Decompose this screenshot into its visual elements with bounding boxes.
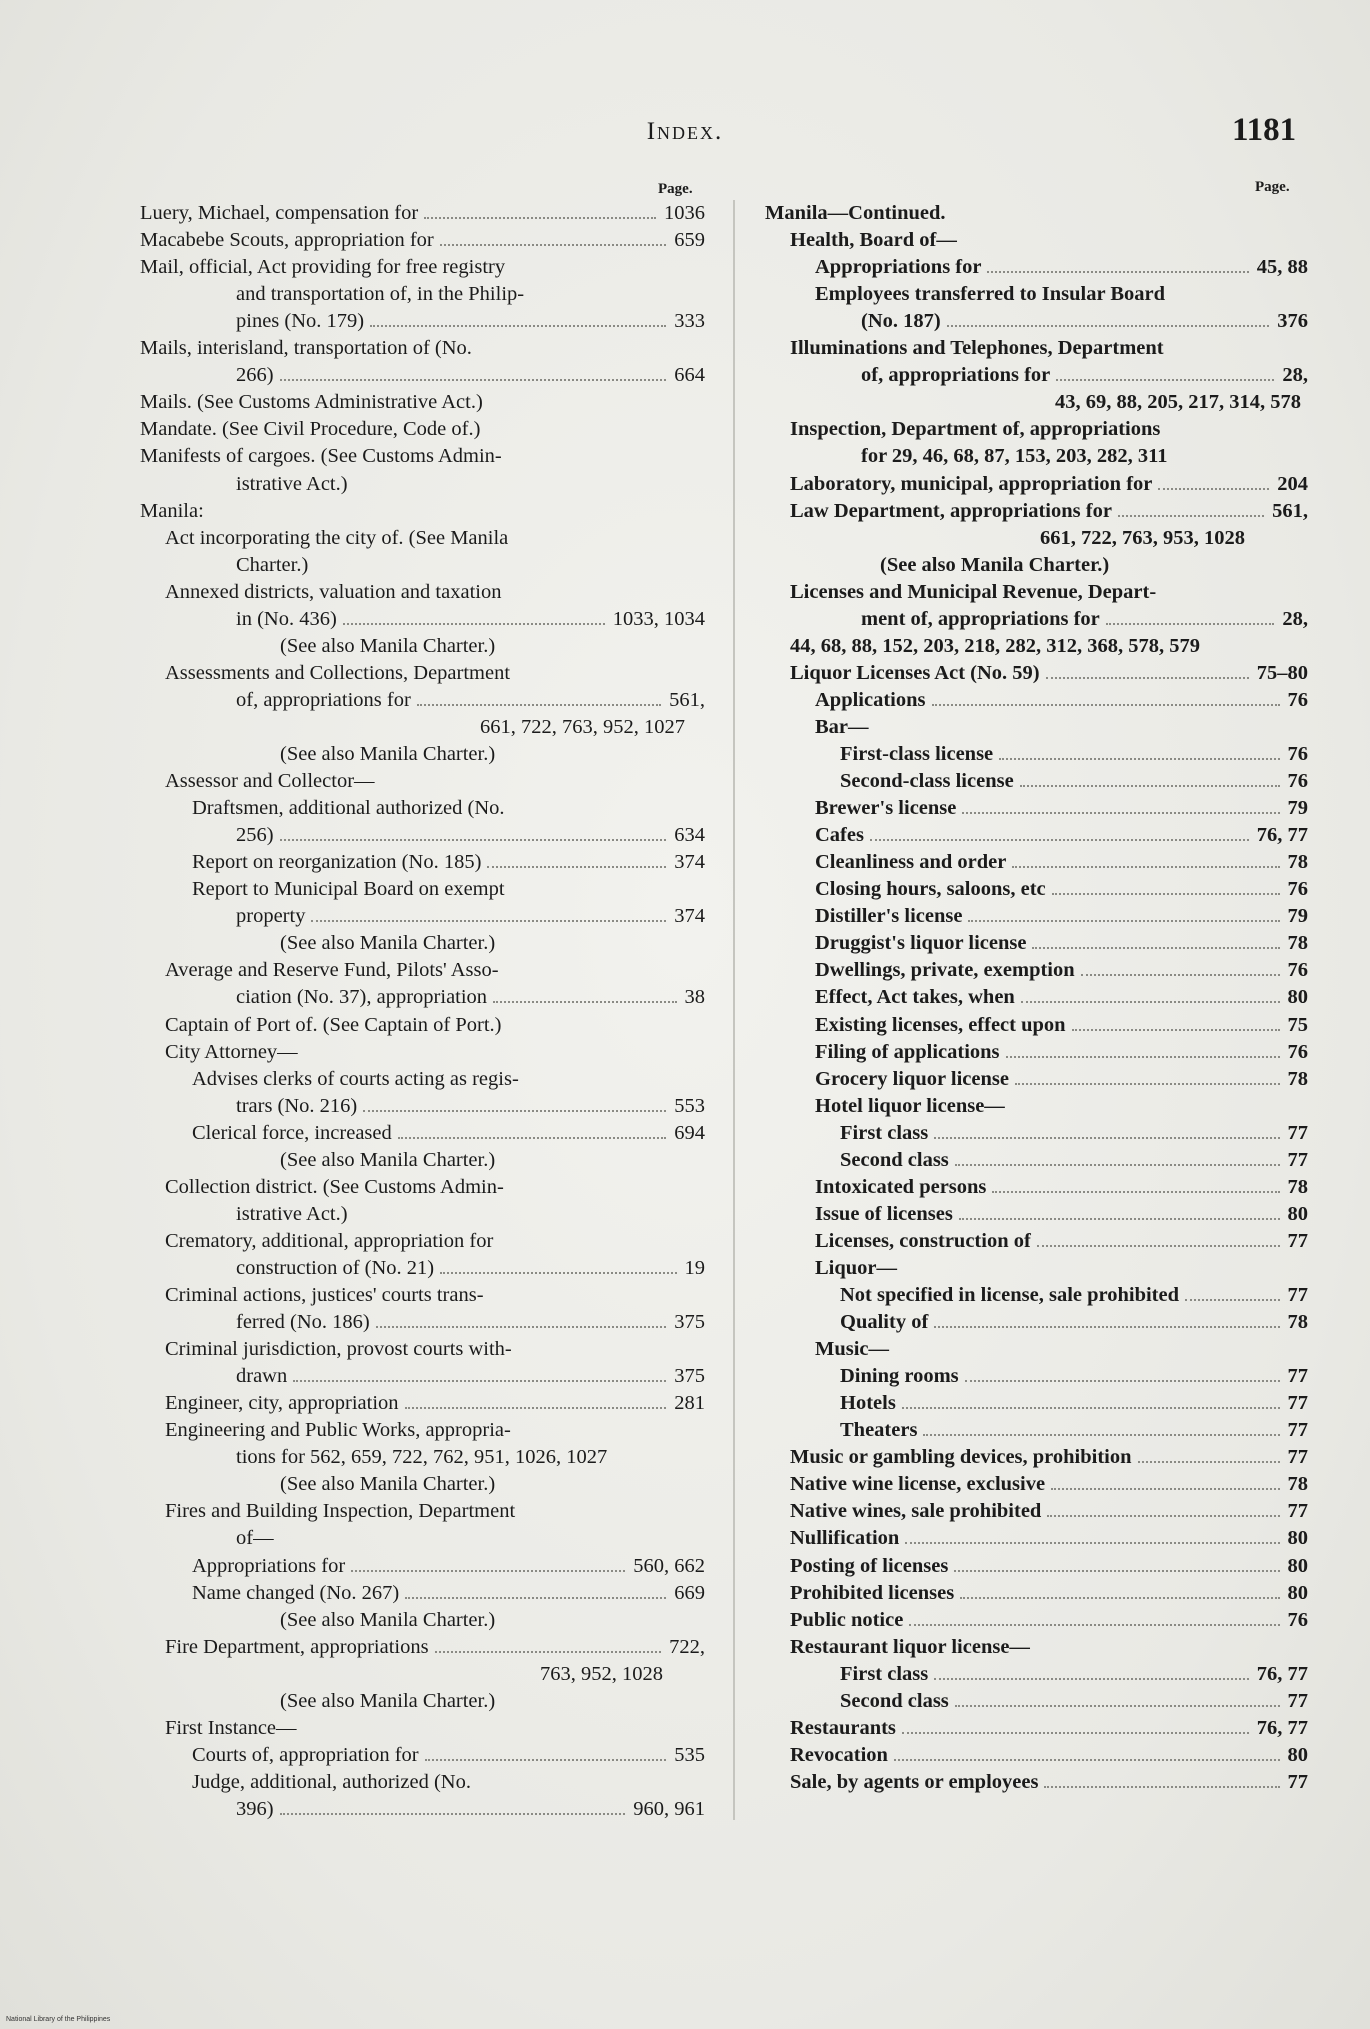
leader-dots <box>424 217 656 219</box>
leader-dots <box>932 704 1280 706</box>
leader-dots <box>902 1407 1280 1409</box>
index-page-ref: 78 <box>1287 851 1308 874</box>
index-page-ref: 75 <box>1287 1013 1308 1036</box>
index-page-ref: 560, 662 <box>633 1554 705 1577</box>
index-page-ref: 79 <box>1287 905 1308 928</box>
index-entry: Revocation <box>790 1743 888 1766</box>
index-entry: Distiller's license <box>815 905 963 928</box>
index-entry: Not specified in license, sale prohibited <box>840 1284 1180 1306</box>
index-entry: of, appropriations for <box>236 688 411 711</box>
index-entry: Second-class license <box>840 770 1014 793</box>
leader-dots <box>902 1732 1249 1734</box>
index-page-ref: 375 <box>674 1365 705 1388</box>
index-entry: Cleanliness and order <box>815 851 1007 874</box>
index-page-ref: 19 <box>684 1256 705 1279</box>
leader-dots <box>987 271 1249 273</box>
leader-dots <box>1118 515 1264 517</box>
index-page-ref: 561, <box>669 688 705 711</box>
index-entry: in (No. 436) <box>236 607 337 630</box>
leader-dots <box>1015 1083 1280 1085</box>
index-entry: Collection district. (See Customs Admin- <box>165 1175 504 1198</box>
leader-dots <box>343 623 605 625</box>
index-page-ref: 553 <box>674 1094 705 1117</box>
index-page-ref: 77 <box>1287 1446 1308 1469</box>
index-entry: Report on reorganization (No. 185) <box>192 851 482 874</box>
index-entry: Restaurant liquor license— <box>790 1635 1030 1658</box>
index-entry: Licenses, construction of <box>815 1229 1031 1252</box>
index-entry: Crematory, additional, appropriation for <box>165 1229 494 1252</box>
index-entry: First-class license <box>840 743 994 765</box>
index-entry: Nullification <box>790 1527 900 1550</box>
index-entry: Prohibited licenses <box>790 1581 955 1604</box>
leader-dots <box>1047 1515 1280 1517</box>
leader-dots <box>493 1001 677 1003</box>
index-page-ref: 76 <box>1287 959 1308 982</box>
leader-dots <box>1021 1001 1280 1003</box>
leader-dots <box>440 244 666 246</box>
index-page-ref: 38 <box>684 986 705 1009</box>
index-entry: Native wine license, exclusive <box>790 1473 1046 1496</box>
index-entry: Courts of, appropriation for <box>192 1743 419 1766</box>
index-page-ref: 694 <box>674 1121 705 1144</box>
index-page-ref: 76 <box>1287 1608 1308 1631</box>
index-page-ref: 374 <box>674 851 705 874</box>
index-page-ref: 333 <box>674 310 705 333</box>
index-entry: (See also Manila Charter.) <box>280 1608 496 1631</box>
index-entry: First class <box>840 1662 929 1685</box>
leader-dots <box>376 1326 666 1328</box>
leader-dots <box>965 1380 1280 1382</box>
leader-dots <box>1051 1488 1280 1490</box>
leader-dots <box>398 1137 666 1139</box>
index-entry: Closing hours, saloons, etc <box>815 878 1046 901</box>
leader-dots <box>1037 1245 1280 1247</box>
index-entry: Judge, additional, authorized (No. <box>192 1770 471 1793</box>
index-entry: 256) <box>236 824 274 847</box>
leader-dots <box>1006 1056 1280 1058</box>
index-entry: 763, 952, 1028 <box>540 1662 663 1685</box>
leader-dots <box>1046 677 1249 679</box>
leader-dots <box>487 866 666 868</box>
index-page-ref: 78 <box>1287 1175 1308 1198</box>
index-entry: Brewer's license <box>815 797 957 820</box>
leader-dots <box>1056 379 1274 381</box>
leader-dots <box>992 1191 1280 1193</box>
leader-dots <box>370 325 666 327</box>
index-entry: Native wines, sale prohibited <box>790 1500 1042 1523</box>
index-entry: Dwellings, private, exemption <box>815 959 1075 982</box>
leader-dots <box>1044 1786 1280 1788</box>
index-entry: Mails, interisland, transportation of (No. <box>140 337 472 360</box>
leader-dots <box>1081 974 1280 976</box>
index-page-ref: 77 <box>1287 1148 1308 1171</box>
index-entry: Illuminations and Telephones, Department <box>790 337 1164 360</box>
index-entry: Assessor and Collector— <box>165 770 375 793</box>
index-entry: Applications <box>815 688 926 711</box>
index-entry: Bar— <box>815 715 869 738</box>
leader-dots <box>959 1218 1280 1220</box>
leader-dots <box>1052 893 1280 895</box>
index-page-ref: 375 <box>674 1311 705 1334</box>
index-entry: City Attorney— <box>165 1040 298 1063</box>
leader-dots <box>894 1759 1280 1761</box>
index-page-ref: 76, 77 <box>1256 1716 1308 1739</box>
index-entry: 44, 68, 88, 152, 203, 218, 282, 312, 368, 578, 579 <box>790 634 1200 657</box>
index-entry: Fire Department, appropriations <box>165 1635 429 1658</box>
leader-dots <box>280 839 666 841</box>
index-page-ref: 76, 77 <box>1256 824 1308 847</box>
index-entry: Clerical force, increased <box>192 1121 392 1144</box>
index-entry: (No. 187) <box>861 310 941 333</box>
index-entry: Intoxicated persons <box>815 1175 987 1198</box>
index-entry: Criminal actions, justices' courts trans- <box>165 1284 484 1306</box>
index-entry: Theaters <box>840 1419 918 1442</box>
index-entry: Hotels <box>840 1392 896 1415</box>
left-page-label: Page. <box>658 181 693 197</box>
index-entry: pines (No. 179) <box>236 310 365 333</box>
index-page-ref: 376 <box>1277 310 1308 333</box>
right-page-label: Page. <box>1255 179 1290 195</box>
index-entry: of— <box>236 1527 274 1550</box>
index-page-ref: 77 <box>1287 1500 1308 1523</box>
leader-dots <box>955 1164 1280 1166</box>
leader-dots <box>962 812 1280 814</box>
index-page-ref: 722, <box>669 1635 705 1658</box>
page-number: 1181 <box>1232 112 1297 148</box>
index-entry: Public notice <box>790 1608 904 1631</box>
index-entry: (See also Manila Charter.) <box>280 1473 496 1496</box>
index-entry: Criminal jurisdiction, provost courts with- <box>165 1338 512 1361</box>
index-entry: property <box>236 905 306 928</box>
index-page-ref: 664 <box>674 364 705 387</box>
index-entry: Luery, Michael, compensation for <box>140 202 419 224</box>
index-entry: Laboratory, municipal, appropriation for <box>790 472 1153 495</box>
index-page-ref: 669 <box>674 1581 705 1604</box>
index-entry: Captain of Port of. (See Captain of Port.) <box>165 1013 502 1036</box>
index-entry: istrative Act.) <box>236 472 348 495</box>
index-entry: First Instance— <box>165 1716 297 1739</box>
index-entry: 396) <box>236 1797 274 1820</box>
leader-dots <box>954 1570 1280 1572</box>
leader-dots <box>1020 785 1280 787</box>
index-entry: 661, 722, 763, 952, 1027 <box>480 715 685 738</box>
leader-dots <box>934 1678 1249 1680</box>
index-page-ref: 77 <box>1287 1392 1308 1415</box>
leader-dots <box>955 1705 1280 1707</box>
leader-dots <box>999 758 1280 760</box>
index-page-ref: 76 <box>1287 770 1308 793</box>
index-page-ref: 960, 961 <box>633 1797 705 1820</box>
index-entry: Health, Board of— <box>790 229 957 252</box>
index-entry: Mail, official, Act providing for free registry <box>140 256 506 279</box>
index-entry: Law Department, appropriations for <box>790 499 1112 522</box>
index-entry: ment of, appropriations for <box>861 607 1100 630</box>
leader-dots <box>417 704 661 706</box>
index-page-ref: 76 <box>1287 1040 1308 1063</box>
leader-dots <box>311 920 666 922</box>
footer-note: National Library of the Philippines <box>6 2016 111 2023</box>
leader-dots <box>947 325 1269 327</box>
index-entry: Quality of <box>840 1311 929 1334</box>
index-page-ref: 77 <box>1287 1419 1308 1442</box>
index-page-ref: 77 <box>1287 1284 1308 1306</box>
leader-dots <box>909 1624 1280 1626</box>
index-entry: ciation (No. 37), appropriation <box>236 986 488 1009</box>
index-entry: (See also Manila Charter.) <box>280 743 496 765</box>
leader-dots <box>1185 1299 1280 1301</box>
index-page-ref: 80 <box>1287 986 1308 1009</box>
leader-dots <box>1032 947 1280 949</box>
index-page-ref: 80 <box>1287 1527 1308 1550</box>
index-entry: Grocery liquor license <box>815 1067 1009 1090</box>
index-page-ref: 80 <box>1287 1743 1308 1766</box>
index-entry: Sale, by agents or employees <box>790 1770 1039 1793</box>
index-page-ref: 45, 88 <box>1256 256 1308 279</box>
leader-dots <box>934 1326 1280 1328</box>
index-entry: Report to Municipal Board on exempt <box>192 878 505 901</box>
index-entry: Second class <box>840 1689 949 1712</box>
index-entry: Macabebe Scouts, appropriation for <box>140 229 434 252</box>
leader-dots <box>1158 488 1269 490</box>
index-entry: drawn <box>236 1365 288 1388</box>
index-entry: Issue of licenses <box>815 1202 953 1225</box>
leader-dots <box>405 1597 666 1599</box>
index-entry: trars (No. 216) <box>236 1094 358 1117</box>
index-entry: Name changed (No. 267) <box>192 1581 400 1604</box>
index-page-ref: 78 <box>1287 1067 1308 1090</box>
index-entry: Appropriations for <box>192 1554 346 1577</box>
index-entry: Effect, Act takes, when <box>815 986 1015 1009</box>
index-entry: Average and Reserve Fund, Pilots' Asso- <box>165 959 499 982</box>
index-entry: Assessments and Collections, Department <box>165 661 511 684</box>
page-header-title: Index. <box>646 118 724 145</box>
index-entry: Music or gambling devices, prohibition <box>790 1446 1132 1469</box>
leader-dots <box>435 1651 661 1653</box>
index-entry: Liquor— <box>815 1256 898 1279</box>
leader-dots <box>280 1813 625 1815</box>
leader-dots <box>1106 623 1274 625</box>
leader-dots <box>934 1137 1280 1139</box>
index-entry: istrative Act.) <box>236 1202 348 1225</box>
index-entry: for 29, 46, 68, 87, 153, 203, 282, 311 <box>861 445 1168 468</box>
index-entry: Engineering and Public Works, appropria- <box>165 1419 511 1442</box>
leader-dots <box>405 1407 666 1409</box>
index-entry: Charter.) <box>236 553 309 576</box>
index-entry: Existing licenses, effect upon <box>815 1013 1066 1036</box>
index-page-ref: 79 <box>1287 797 1308 820</box>
index-page-ref: 78 <box>1287 932 1308 955</box>
index-page-ref: 77 <box>1287 1365 1308 1388</box>
index-page-ref: 80 <box>1287 1202 1308 1225</box>
index-page-ref: 77 <box>1287 1121 1308 1144</box>
index-page-ref: 76 <box>1287 688 1308 711</box>
index-entry: Manifests of cargoes. (See Customs Admin- <box>140 445 502 468</box>
leader-dots <box>280 379 666 381</box>
leader-dots <box>905 1542 1280 1544</box>
index-page-ref: 281 <box>674 1392 705 1415</box>
index-page-ref: 78 <box>1287 1473 1308 1496</box>
index-entry: Annexed districts, valuation and taxation <box>165 580 502 603</box>
index-entry: Inspection, Department of, appropriations <box>790 418 1161 441</box>
index-entry: Druggist's liquor license <box>815 932 1027 955</box>
index-entry: of, appropriations for <box>861 364 1051 387</box>
leader-dots <box>923 1434 1280 1436</box>
index-page-ref: 28, <box>1282 364 1308 387</box>
index-entry: Advises clerks of courts acting as regis- <box>192 1067 519 1090</box>
column-divider <box>733 200 735 1820</box>
index-entry: Restaurants <box>790 1716 896 1739</box>
index-entry: Mails. (See Customs Administrative Act.) <box>140 391 483 414</box>
index-page-ref: 634 <box>674 824 705 847</box>
index-entry: ferred (No. 186) <box>236 1311 370 1334</box>
index-entry: Music— <box>815 1338 890 1361</box>
leader-dots <box>870 839 1249 841</box>
index-page-ref: 76 <box>1287 743 1308 765</box>
index-page-ref: 374 <box>674 905 705 928</box>
index-entry: tions for 562, 659, 722, 762, 951, 1026, 1027 <box>236 1446 608 1469</box>
index-entry: Filing of applications <box>815 1040 1000 1063</box>
index-page-ref: 75–80 <box>1256 661 1308 684</box>
leader-dots <box>960 1597 1280 1599</box>
index-page-ref: 77 <box>1287 1229 1308 1252</box>
index-entry: 661, 722, 763, 953, 1028 <box>1040 526 1245 549</box>
index-entry: Cafes <box>815 824 864 847</box>
leader-dots <box>1072 1029 1280 1031</box>
index-entry: 43, 69, 88, 205, 217, 314, 578 <box>1055 391 1301 414</box>
index-entry: Dining rooms <box>840 1365 959 1388</box>
index-entry: Second class <box>840 1148 949 1171</box>
index-page-ref: 78 <box>1287 1311 1308 1334</box>
index-entry: (See also Manila Charter.) <box>280 1148 496 1171</box>
leader-dots <box>968 920 1280 922</box>
index-entry: Posting of licenses <box>790 1554 949 1577</box>
index-entry: First class <box>840 1121 929 1144</box>
index-entry: construction of (No. 21) <box>236 1256 435 1279</box>
index-page-ref: 76, 77 <box>1256 1662 1308 1685</box>
index-entry: Manila: <box>140 499 204 522</box>
index-entry: Licenses and Municipal Revenue, Depart- <box>790 580 1157 603</box>
leader-dots <box>363 1110 666 1112</box>
index-page-ref: 561, <box>1272 499 1308 522</box>
leader-dots <box>425 1759 666 1761</box>
leader-dots <box>293 1380 666 1382</box>
leader-dots <box>1138 1461 1280 1463</box>
leader-dots <box>1012 866 1280 868</box>
index-entry: Liquor Licenses Act (No. 59) <box>790 661 1040 684</box>
leader-dots <box>440 1272 677 1274</box>
index-entry: Mandate. (See Civil Procedure, Code of.) <box>140 418 481 441</box>
index-page-ref: 1036 <box>664 202 705 224</box>
index-entry: (See also Manila Charter.) <box>880 553 1110 576</box>
index-page-ref: 76 <box>1287 878 1308 901</box>
index-entry: Employees transferred to Insular Board <box>815 283 1166 306</box>
index-page-ref: 535 <box>674 1743 705 1766</box>
leader-dots <box>351 1570 625 1572</box>
index-entry: (See also Manila Charter.) <box>280 1689 496 1712</box>
index-entry: Fires and Building Inspection, Department <box>165 1500 516 1523</box>
index-entry: Appropriations for <box>815 256 982 279</box>
index-page-ref: 77 <box>1287 1689 1308 1712</box>
index-page-ref: 77 <box>1287 1770 1308 1793</box>
index-entry: and transportation of, in the Philip- <box>236 283 525 306</box>
index-entry: 266) <box>236 364 274 387</box>
index-entry: Act incorporating the city of. (See Manila <box>165 526 509 549</box>
index-entry: (See also Manila Charter.) <box>280 634 496 657</box>
index-entry: (See also Manila Charter.) <box>280 932 496 955</box>
index-page-ref: 80 <box>1287 1581 1308 1604</box>
index-page-ref: 1033, 1034 <box>612 607 705 630</box>
index-entry: Draftsmen, additional authorized (No. <box>192 797 505 820</box>
index-page-ref: 659 <box>674 229 705 252</box>
index-entry: Hotel liquor license— <box>815 1094 1005 1117</box>
index-entry: Engineer, city, appropriation <box>165 1392 399 1415</box>
index-page-ref: 28, <box>1282 607 1308 630</box>
index-page-ref: 80 <box>1287 1554 1308 1577</box>
index-page-ref: 204 <box>1277 472 1308 495</box>
index-entry: Manila—Continued. <box>765 202 946 224</box>
